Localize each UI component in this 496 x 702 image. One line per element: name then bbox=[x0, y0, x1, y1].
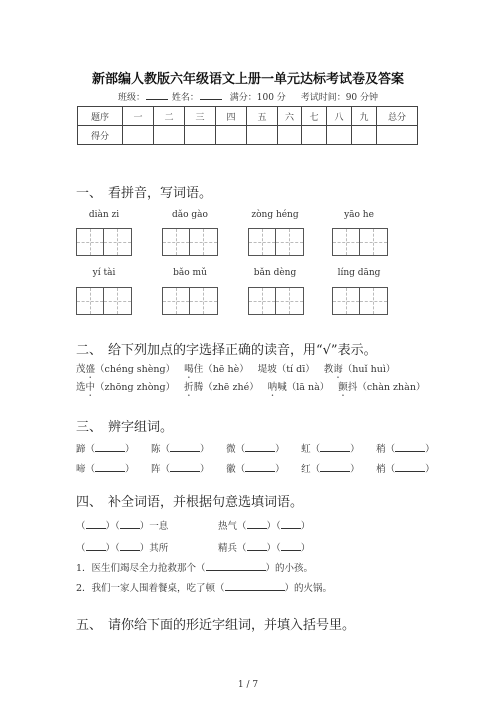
score-cell[interactable] bbox=[302, 126, 327, 145]
pinyin-label: yāo he bbox=[344, 210, 374, 220]
answer-blank[interactable] bbox=[170, 462, 200, 472]
reading-options[interactable]: 抖（chàn zhàn） bbox=[347, 382, 426, 393]
char-item: 啼（ ） bbox=[76, 464, 135, 475]
char-item: 稍（ ） bbox=[376, 444, 435, 455]
grid-cell[interactable] bbox=[104, 287, 132, 315]
grid-cell[interactable] bbox=[162, 287, 190, 315]
score-header-cell: 九 bbox=[352, 107, 377, 126]
score-cell[interactable] bbox=[154, 126, 185, 145]
section-number: 一、 bbox=[76, 186, 103, 201]
char-group-row-1 bbox=[76, 441, 444, 455]
answer-blank[interactable] bbox=[120, 541, 140, 551]
idiom-item: 精兵（ ）（ ） bbox=[218, 543, 311, 554]
score-cell[interactable] bbox=[377, 126, 418, 145]
reading-options[interactable]: 腾（zhē zhé） bbox=[193, 382, 259, 393]
grid-cell[interactable] bbox=[76, 228, 104, 256]
char-item: 蹄（ ） bbox=[76, 444, 135, 455]
writing-grid[interactable] bbox=[332, 287, 388, 315]
answer-blank[interactable] bbox=[86, 519, 106, 529]
class-label: 班级： bbox=[117, 93, 145, 103]
pinyin-label: bǎn dèng bbox=[253, 268, 297, 278]
dotted-char: 颤 bbox=[338, 382, 348, 393]
score-header-cell: 六 bbox=[278, 107, 302, 126]
pinyin-label: zòng héng bbox=[251, 210, 299, 220]
reading-options[interactable]: （zhōng zhòng） bbox=[95, 382, 176, 393]
grid-cell[interactable] bbox=[360, 287, 388, 315]
grid-cell[interactable] bbox=[76, 287, 104, 315]
reading-options[interactable]: 堤坡（tí dī） bbox=[257, 364, 315, 375]
pronunciation-line-1 bbox=[76, 361, 395, 381]
answer-blank[interactable] bbox=[95, 442, 125, 452]
word-char: 茂 bbox=[76, 364, 86, 375]
score-header-cell: 一 bbox=[123, 107, 154, 126]
reading-options[interactable]: 住（hē hè） bbox=[193, 364, 249, 375]
score-cell[interactable] bbox=[185, 126, 216, 145]
answer-blank[interactable] bbox=[245, 442, 275, 452]
word-char: 教 bbox=[323, 364, 334, 375]
char-item: 阵（ ） bbox=[151, 464, 210, 475]
char-group-row-2 bbox=[76, 461, 444, 475]
score-cell[interactable] bbox=[216, 126, 247, 145]
pinyin-label: líng dāng bbox=[337, 268, 381, 278]
dotted-char: 呐 bbox=[267, 382, 278, 393]
answer-blank[interactable] bbox=[281, 541, 301, 551]
grid-cell[interactable] bbox=[248, 228, 276, 256]
idiom-item: 热气（ ）（ ） bbox=[218, 521, 311, 532]
section-1-heading bbox=[76, 182, 212, 201]
answer-blank[interactable] bbox=[86, 541, 106, 551]
char-item: 徽（ ） bbox=[226, 464, 285, 475]
grid-cell[interactable] bbox=[162, 228, 190, 256]
answer-blank[interactable] bbox=[247, 541, 267, 551]
exam-info-line bbox=[0, 90, 496, 103]
grid-cell[interactable] bbox=[360, 228, 388, 256]
score-table-row bbox=[78, 126, 418, 145]
score-row-label: 得分 bbox=[78, 126, 123, 145]
word-char: 选 bbox=[76, 382, 86, 393]
char-item: 微（ ） bbox=[226, 444, 285, 455]
score-header-cell: 二 bbox=[154, 107, 185, 126]
name-blank[interactable] bbox=[200, 91, 222, 100]
score-header-cell: 三 bbox=[185, 107, 216, 126]
score-header-cell: 总分 bbox=[377, 107, 418, 126]
dotted-char: 折 bbox=[184, 382, 194, 393]
grid-cell[interactable] bbox=[104, 228, 132, 256]
score-cell[interactable] bbox=[352, 126, 377, 145]
exam-time: 考试时间：90 分钟 bbox=[300, 93, 379, 103]
char-item: 梢（ ） bbox=[376, 464, 435, 475]
grid-cell[interactable] bbox=[332, 287, 360, 315]
answer-blank[interactable] bbox=[281, 519, 301, 529]
answer-blank[interactable] bbox=[247, 519, 267, 529]
answer-blank[interactable] bbox=[320, 462, 350, 472]
char-item: 虹（ ） bbox=[301, 444, 360, 455]
char-item: 陈（ ） bbox=[151, 444, 210, 455]
idiom-line-1 bbox=[76, 518, 310, 532]
section-2-heading bbox=[76, 339, 377, 358]
score-cell[interactable] bbox=[247, 126, 278, 145]
dotted-char: 中 bbox=[85, 382, 96, 393]
grid-cell[interactable] bbox=[190, 228, 218, 256]
answer-blank[interactable] bbox=[320, 442, 350, 452]
score-header-cell: 四 bbox=[216, 107, 247, 126]
answer-blank[interactable] bbox=[245, 462, 275, 472]
char-item: 红（ ） bbox=[301, 464, 360, 475]
grid-cell[interactable] bbox=[276, 287, 304, 315]
grid-cell[interactable] bbox=[190, 287, 218, 315]
pinyin-label: dǎo gào bbox=[172, 210, 208, 220]
dotted-char: 诲 bbox=[333, 364, 343, 375]
section-4-heading bbox=[76, 491, 303, 510]
writing-grid[interactable] bbox=[248, 287, 304, 315]
answer-blank[interactable] bbox=[225, 581, 285, 591]
answer-blank[interactable] bbox=[120, 519, 140, 529]
score-table bbox=[77, 106, 418, 145]
writing-grid[interactable] bbox=[76, 228, 132, 256]
full-score: 满分：100 分 bbox=[229, 93, 286, 103]
section-title: 看拼音，写词语。 bbox=[108, 186, 213, 201]
reading-options[interactable]: 喊（lā nà） bbox=[277, 382, 330, 393]
writing-grid[interactable] bbox=[248, 228, 304, 256]
score-header-cell: 五 bbox=[247, 107, 278, 126]
page-number: 1 / 7 bbox=[237, 680, 259, 690]
dotted-char: 盛 bbox=[85, 364, 96, 375]
idiom-item: （ ）（ ）一息 bbox=[76, 521, 169, 532]
sentence-question-1: 1．医生们竭尽全力抢救那个（ ）的小孩。 bbox=[76, 563, 314, 574]
answer-blank[interactable] bbox=[170, 442, 200, 452]
sentence-question-2: 2．我们一家人围着餐桌，吃了顿（ ）的火锅。 bbox=[76, 583, 333, 594]
idiom-line-2 bbox=[76, 540, 310, 554]
grid-cell[interactable] bbox=[332, 228, 360, 256]
name-label: 姓名： bbox=[171, 93, 199, 103]
pinyin-label: yí tài bbox=[92, 268, 116, 278]
score-cell[interactable] bbox=[327, 126, 352, 145]
writing-grid[interactable] bbox=[332, 228, 388, 256]
answer-blank[interactable] bbox=[395, 462, 425, 472]
pinyin-label: bǎo mǔ bbox=[173, 268, 207, 278]
section-3-heading bbox=[76, 416, 173, 435]
score-table-header-row bbox=[78, 107, 418, 126]
section-title: 请你给下面的形近字组词，并填入括号里。 bbox=[108, 618, 356, 633]
score-header-cell: 七 bbox=[302, 107, 327, 126]
section-title: 给下列加点的字选择正确的读音，用“√”表示。 bbox=[108, 343, 377, 358]
section-number: 五、 bbox=[76, 618, 103, 633]
score-header-cell: 八 bbox=[327, 107, 352, 126]
pinyin-label: diàn zi bbox=[88, 210, 120, 220]
answer-blank[interactable] bbox=[206, 561, 266, 571]
writing-grid[interactable] bbox=[162, 228, 218, 256]
section-number: 二、 bbox=[76, 343, 103, 358]
reading-options[interactable]: （huǐ huì） bbox=[342, 364, 396, 375]
writing-grid[interactable] bbox=[76, 287, 132, 315]
score-header-cell: 题序 bbox=[78, 107, 123, 126]
score-cell[interactable] bbox=[123, 126, 154, 145]
page-title: 新部编人教版六年级语文上册一单元达标考试卷及答案 bbox=[91, 72, 404, 87]
grid-cell[interactable] bbox=[276, 228, 304, 256]
class-blank[interactable] bbox=[146, 91, 168, 100]
section-5-heading bbox=[76, 614, 355, 633]
pronunciation-line-2 bbox=[76, 379, 425, 399]
reading-options[interactable]: （chéng shèng） bbox=[95, 364, 176, 375]
section-title: 辨字组词。 bbox=[108, 420, 174, 435]
score-cell[interactable] bbox=[278, 126, 302, 145]
section-number: 四、 bbox=[76, 495, 103, 510]
idiom-item: （ ）（ ）其所 bbox=[76, 543, 169, 554]
answer-blank[interactable] bbox=[95, 462, 125, 472]
grid-cell[interactable] bbox=[248, 287, 276, 315]
section-title: 补全词语，并根据句意选填词语。 bbox=[108, 495, 304, 510]
section-number: 三、 bbox=[76, 420, 103, 435]
dotted-char: 喝 bbox=[184, 364, 194, 375]
answer-blank[interactable] bbox=[395, 442, 425, 452]
writing-grid[interactable] bbox=[162, 287, 218, 315]
